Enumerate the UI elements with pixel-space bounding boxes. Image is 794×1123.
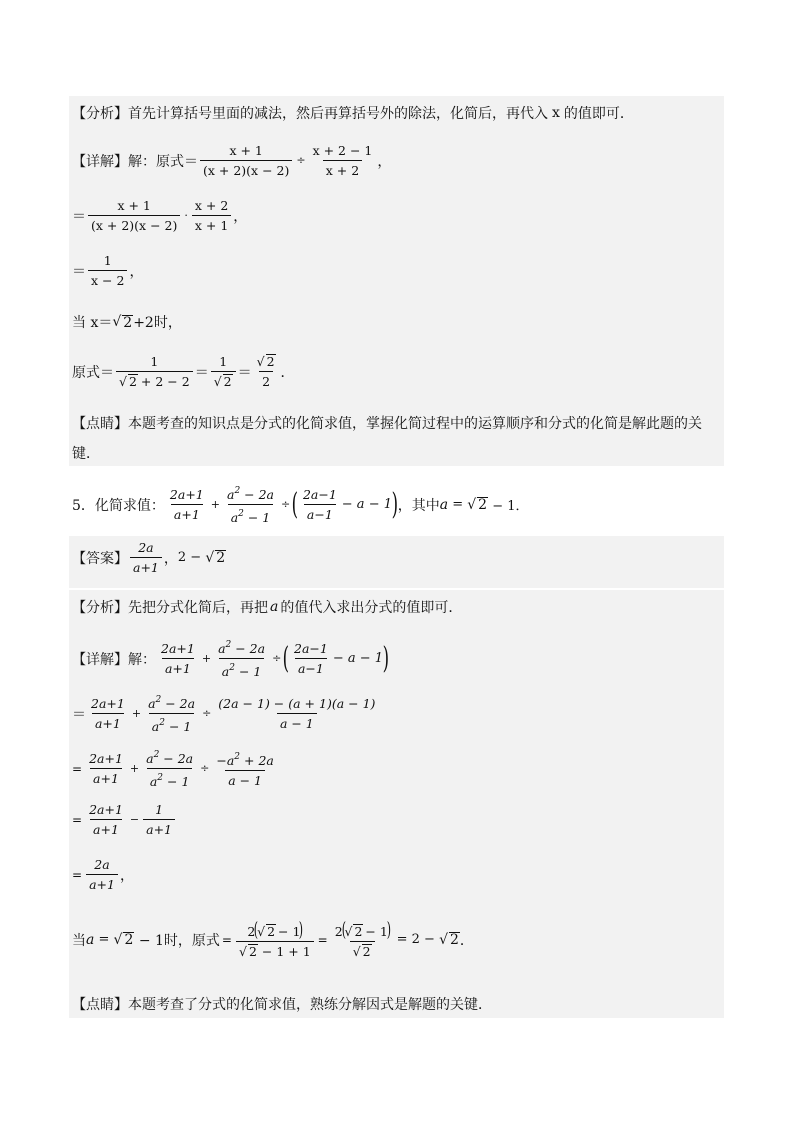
q4-result-fraction-1 [116, 354, 193, 389]
q4-fraction-2 [310, 143, 376, 178]
q5-w1-den-tail: − 1 + 1 [257, 944, 311, 959]
q5-d2-den-exp: 2 [229, 663, 235, 673]
q5-analysis-text-1: 先把分式化简后，再把 [128, 600, 268, 616]
q4-result-fraction-3-denominator: 2 [259, 371, 273, 389]
q5-w2-num-sqrt: 2 [354, 924, 363, 939]
q5-step-1-fraction-b-numerator [145, 693, 198, 713]
q5-step-2-plus: + [129, 762, 140, 775]
sqrt-icon: √ [352, 944, 361, 959]
q5-step-2-fraction-b-denominator [147, 768, 193, 789]
q5-s2b-num-exp: 2 [153, 750, 160, 760]
q5-step-4-fraction [86, 857, 118, 892]
q4-fraction-5 [88, 253, 127, 288]
q5-s1b-den-var: a [151, 719, 160, 734]
q5-when-tail: − 1时，原式 [134, 932, 220, 949]
q4-multiply-dot: · [184, 209, 188, 222]
sqrt-icon: √ [113, 931, 123, 948]
q5-step-1-plus: + [131, 707, 142, 720]
q5-step-3-fraction-b-denominator: a+1 [143, 819, 175, 837]
q5-stem-fraction-2-denominator [228, 504, 274, 525]
right-paren-icon: ) [386, 917, 391, 941]
q5-step-3-minus: − [129, 813, 140, 826]
q5-stem-fraction-1-denominator: a+1 [171, 504, 203, 522]
q4-step-1-comma: ， [233, 208, 248, 225]
q4-fraction-1 [200, 143, 292, 178]
q5-s2b-num-tail: − 2a [159, 751, 194, 766]
q4-comment-text-2: 键． [72, 446, 100, 462]
q5-answer-label: 【答案】 [72, 550, 128, 567]
q5-step-1-eq: ＝ [72, 706, 86, 723]
q5-s2b-den-exp: 2 [157, 773, 164, 783]
q5-analysis-label: 【分析】 [72, 600, 128, 616]
q5-when-fraction-1-denominator [236, 941, 314, 959]
q4-comment-line-1 [72, 413, 702, 433]
q4-fraction-3-numerator: x + 1 [117, 198, 151, 213]
sqrt-icon: √ [112, 314, 122, 330]
q5-answer-sqrt: 2 [216, 550, 226, 566]
q4-detail-prefix: 解：原式＝ [128, 153, 198, 170]
sqrt-icon: √ [238, 944, 247, 959]
q4-fraction-1-denominator: (x + 2)(x − 2) [200, 160, 292, 178]
q5-step-2-fraction-c-numerator [213, 750, 277, 770]
q5-when-eq-1: = [221, 932, 232, 947]
q4-result-prefix: 原式＝ [72, 364, 114, 381]
q5-when-fraction-2-numerator [332, 917, 393, 941]
q5-d2-den-var: a [221, 664, 230, 679]
sqrt-icon: √ [344, 924, 353, 939]
q4-fraction-4-numerator: x + 2 [194, 198, 229, 213]
q4-when-text: 当 x＝ [72, 315, 113, 331]
q4-fraction-3 [88, 198, 180, 233]
q5-stem-sqrt: 2 [478, 497, 488, 513]
q5-answer-value-prefix: 2 − [177, 550, 206, 565]
q5-stem-plus: + [210, 498, 220, 511]
q5-s1b-num-var: a [148, 696, 156, 711]
q5-stem-line [72, 484, 529, 525]
q5-step-1-fraction-b [145, 693, 198, 734]
q5-step-1 [72, 693, 380, 734]
q5-when-period: ． [459, 932, 474, 949]
q4-detail-line [72, 143, 391, 178]
q5-t2-den-tail: − 1 [243, 510, 271, 525]
q5-comment-label: 【点睛】 [72, 997, 128, 1013]
sqrt-icon: √ [205, 549, 215, 566]
q5-when-fraction-1-numerator [244, 917, 305, 941]
q4-r2-sqrt: 2 [223, 374, 232, 389]
q4-when-tail: +2时， [133, 315, 182, 331]
sqrt-icon: √ [213, 374, 222, 389]
q4-step-1-eq: ＝ [72, 208, 86, 225]
q5-detail-fraction-3-tail: − a − 1 [332, 651, 384, 666]
q5-d2-num-tail: − 2a [231, 641, 266, 656]
q5-answer-sep: ， [163, 550, 178, 567]
q4-result-fraction-1-denominator [116, 371, 193, 389]
q5-step-2-fraction-b [143, 748, 196, 789]
q4-result-period: ． [280, 364, 295, 381]
q5-stem-fraction-2 [224, 484, 277, 525]
q4-fraction-5-numerator: 1 [103, 253, 112, 268]
q5-step-1-fraction-a-denominator: a+1 [92, 713, 124, 731]
q5-analysis-line [72, 597, 462, 617]
q4-fraction-4 [192, 198, 231, 233]
q5-s1b-num-tail: − 2a [161, 696, 196, 711]
q5-stem-fraction-1-numerator: 2a+1 [169, 487, 204, 502]
q5-step-2-fraction-a-denominator: a+1 [90, 768, 122, 786]
q5-step-4-numerator: 2a [94, 857, 110, 872]
q4-step-2-eq: ＝ [72, 263, 86, 280]
q5-when-result-prefix: = 2 − [396, 932, 440, 947]
q5-detail-fraction-1-numerator: 2a+1 [161, 641, 195, 656]
q5-w1-num-in: − 1 [278, 924, 301, 939]
q5-step-4-comma: ， [119, 867, 134, 884]
sqrt-icon: √ [257, 924, 266, 939]
q4-fraction-1-numerator: x + 1 [229, 143, 263, 158]
q5-d2-num-exp: 2 [225, 640, 232, 650]
q4-r3-sqrt: 2 [266, 354, 275, 369]
q5-stem-fraction-3-denominator: a−1 [304, 504, 336, 522]
q4-when-sqrt-value: 2 [123, 314, 133, 331]
q5-w2-num-in: − 1 [365, 924, 388, 939]
q5-stem-fraction-2-numerator [224, 484, 277, 504]
q5-when-result-sqrt: 2 [450, 932, 459, 948]
q5-d2-den-tail: − 1 [234, 664, 262, 679]
q4-r1-den-tail: + 2 − 2 [140, 374, 190, 389]
q5-step-3-fraction-a-denominator: a+1 [90, 819, 122, 837]
q5-detail-prefix: 解： [128, 651, 156, 668]
q5-s1b-den-tail: − 1 [164, 719, 192, 734]
q5-step-2-divide: ÷ [200, 762, 210, 775]
q4-fraction-4-denominator: x + 1 [192, 215, 231, 233]
q5-step-2-eq: = [72, 761, 83, 776]
q5-s2b-den-var: a [149, 774, 158, 789]
q4-step-2 [72, 253, 143, 288]
q5-t2-num-var: a [226, 487, 235, 502]
q5-when-eq-2: = [317, 932, 328, 947]
q5-detail-fraction-3-denominator: a−1 [295, 658, 327, 676]
q5-t2-num-tail: − 2a [240, 487, 274, 502]
q5-detail-fraction-3-numerator: 2a−1 [294, 641, 328, 656]
q5-detail-fraction-2-numerator [215, 638, 268, 658]
q4-result-fraction-3-numerator [254, 354, 279, 371]
q5-w1-num-sqrt: 2 [267, 924, 276, 939]
q4-result-fraction-2-numerator: 1 [219, 354, 228, 369]
q5-step-3-fraction-b-numerator: 1 [155, 802, 164, 817]
q4-fraction-2-numerator: x + 2 − 1 [312, 143, 373, 158]
q5-when-prefix: 当 [72, 932, 86, 949]
q5-w2-num-pre: 2 [334, 924, 343, 939]
q4-fraction-3-denominator: (x + 2)(x − 2) [88, 215, 180, 233]
q5-stem-mid: ，其中 [397, 497, 440, 514]
q5-s1b-den-exp: 2 [159, 718, 165, 728]
q4-fraction-5-denominator: x − 2 [88, 270, 127, 288]
q5-step-2-fraction-c [213, 750, 277, 788]
q5-analysis-text-2: 的值代入求出分式的值即可． [280, 600, 463, 616]
q5-s1b-num-exp: 2 [155, 695, 162, 705]
q5-step-2-fraction-b-numerator [143, 748, 196, 768]
q5-t2-den-var: a [230, 510, 239, 525]
q4-analysis-label: 【分析】 [72, 106, 128, 122]
q5-detail-line [72, 638, 389, 679]
q5-answer-numerator: 2a [138, 540, 154, 555]
q5-step-1-fraction-c [215, 696, 378, 731]
q5-answer-denominator: a+1 [130, 557, 162, 575]
q5-w2-den-sqrt: 2 [362, 944, 371, 959]
q5-number: 5． [72, 497, 95, 514]
q5-step-2 [72, 748, 279, 789]
q4-analysis-var: x [552, 105, 560, 121]
q4-result-fraction-3 [254, 354, 279, 389]
sqrt-icon: √ [256, 354, 265, 369]
q5-d2-num-var: a [218, 641, 226, 656]
q5-when-fraction-2 [332, 917, 393, 959]
q5-step-2-fraction-a-numerator: 2a+1 [89, 751, 123, 766]
q4-detail-label: 【详解】 [72, 153, 128, 170]
q5-step-1-divide: ÷ [202, 707, 212, 720]
q5-w1-den-sqrt: 2 [248, 944, 257, 959]
right-paren-icon: ) [391, 486, 399, 522]
q5-stem-fraction-3-numerator: 2a−1 [302, 487, 337, 502]
q5-stem-var: a [439, 496, 449, 513]
left-paren-icon: ( [291, 486, 299, 522]
q4-result-fraction-2-denominator [211, 371, 236, 389]
q5-step-3-fraction-a [86, 802, 126, 837]
q5-when-eq: = [94, 932, 114, 947]
q5-detail-plus: + [201, 652, 212, 665]
q5-step-1-fraction-b-denominator [149, 713, 195, 734]
q5-detail-divide: ÷ [272, 652, 282, 665]
q4-comment-text-1: 本题考查的知识点是分式的化简求值，掌握化简过程中的运算顺序和分式的化简是解此题的关 [128, 416, 702, 432]
q5-step-1-fraction-a [88, 696, 128, 731]
q5-step-1-fraction-a-numerator: 2a+1 [91, 696, 125, 711]
q5-detail-fraction-1-denominator: a+1 [162, 658, 194, 676]
q5-stem-fraction-1 [167, 487, 207, 522]
q4-step-2-comma: ， [129, 263, 144, 280]
q5-comment-line [72, 994, 492, 1014]
q5-step-3-fraction-b [143, 802, 175, 837]
right-paren-icon: ) [382, 640, 390, 676]
q5-when-fraction-2-denominator [350, 941, 375, 959]
q5-s2c-num-tail: + 2a [240, 752, 274, 768]
q5-when-var: a [86, 931, 95, 948]
sqrt-icon: √ [119, 374, 127, 389]
q5-when-sqrt: 2 [124, 932, 134, 948]
left-paren-icon: ( [254, 917, 259, 941]
q5-stem-fraction-3-tail: − a − 1 [341, 497, 392, 512]
q5-detail-fraction-1 [158, 641, 198, 676]
q4-result-fraction-2 [211, 354, 236, 389]
q4-result-fraction-1-numerator: 1 [150, 354, 159, 369]
q5-step-1-fraction-c-denominator: a − 1 [277, 713, 317, 731]
q5-answer-fraction [130, 540, 162, 575]
q5-s2c-num-var: −a [216, 752, 235, 768]
q5-analysis-var: a [270, 599, 279, 615]
q5-detail-fraction-3 [291, 641, 331, 676]
q5-step-3-fraction-a-numerator: 2a+1 [89, 802, 123, 817]
q5-stem-eq: = [448, 497, 468, 512]
right-paren-icon: ) [299, 917, 304, 941]
q4-divide-sign: ÷ [296, 154, 306, 167]
q5-w1-num-pre: 2 [247, 924, 256, 939]
q4-comment-label: 【点睛】 [72, 416, 128, 432]
q5-detail-label: 【详解】 [72, 651, 128, 668]
q5-when-line [72, 917, 474, 959]
q4-when-line [72, 312, 182, 332]
q5-s2b-den-tail: − 1 [163, 774, 190, 789]
q5-detail-fraction-2 [215, 638, 268, 679]
q5-step-4-denominator: a+1 [86, 874, 118, 892]
sqrt-icon: √ [439, 931, 448, 948]
q4-result-line [72, 354, 295, 389]
q5-stem-divide: ÷ [281, 498, 291, 511]
q5-comment-text: 本题考查了分式的化简求值，熟练分解因式是解题的关键． [128, 997, 492, 1013]
q5-when-fraction-1 [236, 917, 314, 959]
q5-step-3-eq: = [72, 812, 83, 827]
q4-analysis-line [72, 103, 634, 123]
q5-step-4-eq: = [72, 867, 83, 882]
left-paren-icon: ( [341, 917, 346, 941]
sqrt-icon: √ [467, 496, 477, 513]
q5-detail-fraction-2-denominator [219, 658, 265, 679]
q5-step-1-fraction-c-numerator: (2a − 1) − (a + 1)(a − 1) [218, 696, 376, 711]
q4-result-eq-2: ＝ [237, 364, 252, 381]
q5-s2c-num-exp: 2 [234, 751, 241, 762]
q4-comma: ， [377, 153, 392, 170]
left-paren-icon: ( [282, 640, 290, 676]
q5-step-2-fraction-a [86, 751, 126, 786]
q5-stem-tail: − 1． [488, 499, 529, 514]
q5-stem-prefix: 化简求值： [94, 497, 165, 514]
q4-fraction-2-denominator: x + 2 [323, 160, 362, 178]
q5-t2-den-exp: 2 [238, 509, 244, 519]
q5-stem-fraction-3 [300, 487, 340, 522]
q5-answer-line [72, 540, 226, 575]
q5-s2b-num-var: a [146, 751, 154, 766]
q4-step-1 [72, 198, 247, 233]
q5-step-4 [72, 857, 134, 892]
q4-result-eq-1: ＝ [194, 364, 209, 381]
q5-t2-num-exp: 2 [234, 486, 241, 496]
q4-comment-line-2 [72, 443, 100, 463]
q5-step-2-fraction-c-denominator: a − 1 [225, 770, 265, 788]
q4-analysis-text: 首先计算括号里面的减法，然后再算括号外的除法，化简后，再代入 [128, 106, 548, 122]
q4-analysis-text-end: 的值即可． [563, 106, 634, 122]
q5-step-3 [72, 802, 177, 837]
q4-r1-sqrt: 2 [128, 374, 137, 389]
